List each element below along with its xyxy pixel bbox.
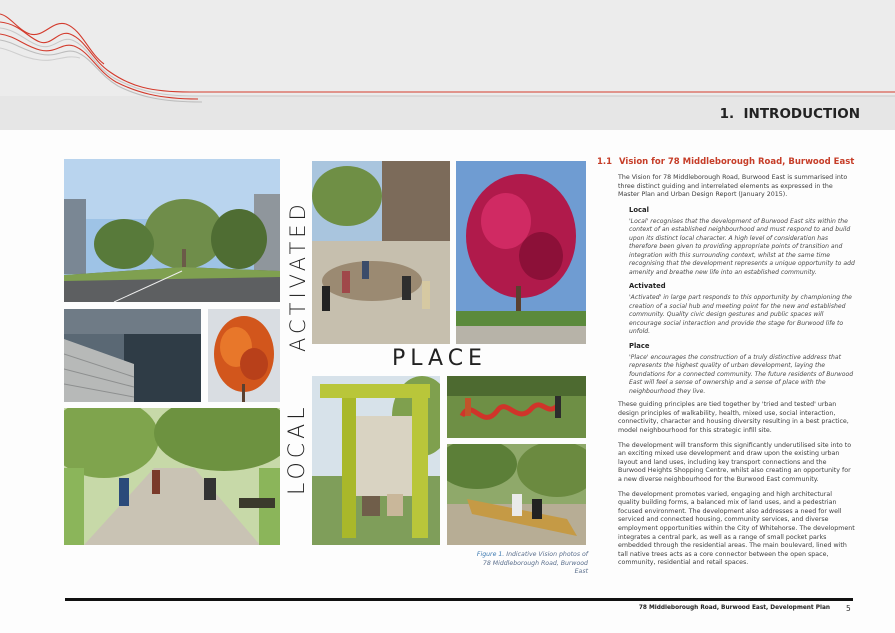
- photo-flowering-tree: [456, 161, 586, 344]
- element-text-place: 'Place' encourages the construction of a truly distinctive address that represents the highest quality of urban development, laying the foundations for a connected community. The future residents of Burwood East will feel a sense of ownership and a sense of place with the neighbourhood they live.: [629, 353, 854, 395]
- body-paragraph: The development will transform this significantly underutilised site into to an exciting mixed use development and draw upon the existing urban layout and land uses, including key transport connections and the Burwood Heights Shopping Centre, whilst also creating an opportunity for a new diverse neighbourhood for the Burwood East community.: [618, 441, 852, 484]
- figure-label: Figure 1.: [476, 551, 505, 558]
- figure-caption: [470, 551, 588, 577]
- element-heading-place: Place: [629, 341, 650, 350]
- footer-document-title: 78 Middleborough Road, Burwood East, Development Plan: [638, 605, 830, 611]
- photo-cyclists-path: [64, 408, 280, 545]
- element-text-activated: 'Activated' in large part responds to this opportunity by championing the creation of a social hub and meeting point for the new and established community. Quality civic design gestures and public spaces will encourage social interaction and provide the stage for Burwood life to unfold.: [629, 294, 852, 336]
- figure-caption-text: Indicative Vision photos of 78 Middleborough Road, Burwood East: [482, 551, 588, 575]
- photo-green-pavilion: [312, 376, 440, 545]
- photo-waterfront-steps: [64, 309, 201, 402]
- body-paragraph: These guiding principles are tied together by 'tried and tested' urban design principles of walkability, health, mixed use, social interaction, connectivity, character and housing diversity resulting in a best practice, model neighbourhood for this strategic infill site.: [618, 401, 849, 435]
- page-number: 5: [846, 604, 851, 613]
- photo-red-sculpture: [447, 376, 586, 438]
- body-paragraph: The development promotes varied, engaging and high architectural quality building forms, a balanced mix of land uses, and a pedestrian focused environment. The development also addresses a need for well serviced and connected housing, community services, and diverse employment opportunities within the City of Whitehorse. The development integrates a central park, as well as a range of small pocket parks embedded through the residential areas. The main boulevard, lined with tall native trees acts as a core connector between the open space, community, residential and retail spaces.: [618, 490, 855, 567]
- element-text-local: 'Local' recognises that the development of Burwood East sits within the context of an established neighbourhood and must respond to and build upon its distinct local character. A high level of consideration has therefore been given to providing appropriate points of transition and integration with this surrounding context, whilst at the same time recognising that the development represents a unique opportunity to add amenity and breathe new life into an established community.: [629, 217, 855, 276]
- section-title: 1. INTRODUCTION: [719, 106, 860, 122]
- footer-rule: [65, 598, 853, 601]
- photo-bench-seating: [447, 444, 586, 545]
- intro-paragraph: The Vision for 78 Middleborough Road, Burwood East is summarised into three distinct guiding and interrelated elements as expressed in the Master Plan and Urban Design Report (January 2015).: [618, 174, 848, 199]
- word-local: LOCAL: [285, 403, 310, 495]
- element-heading-local: Local: [629, 205, 649, 214]
- element-heading-activated: Activated: [629, 282, 666, 291]
- photo-autumn-tree: [208, 309, 280, 402]
- photo-boulevard: [64, 159, 280, 302]
- subsection-heading: 1.1 Vision for 78 Middleborough Road, Burwood East: [597, 157, 855, 167]
- text-column: [597, 157, 855, 574]
- page-header: [0, 0, 895, 130]
- word-activated: ACTIVATED: [286, 200, 310, 352]
- word-place: PLACE: [392, 346, 487, 371]
- photo-plaza-gathering: [312, 161, 450, 344]
